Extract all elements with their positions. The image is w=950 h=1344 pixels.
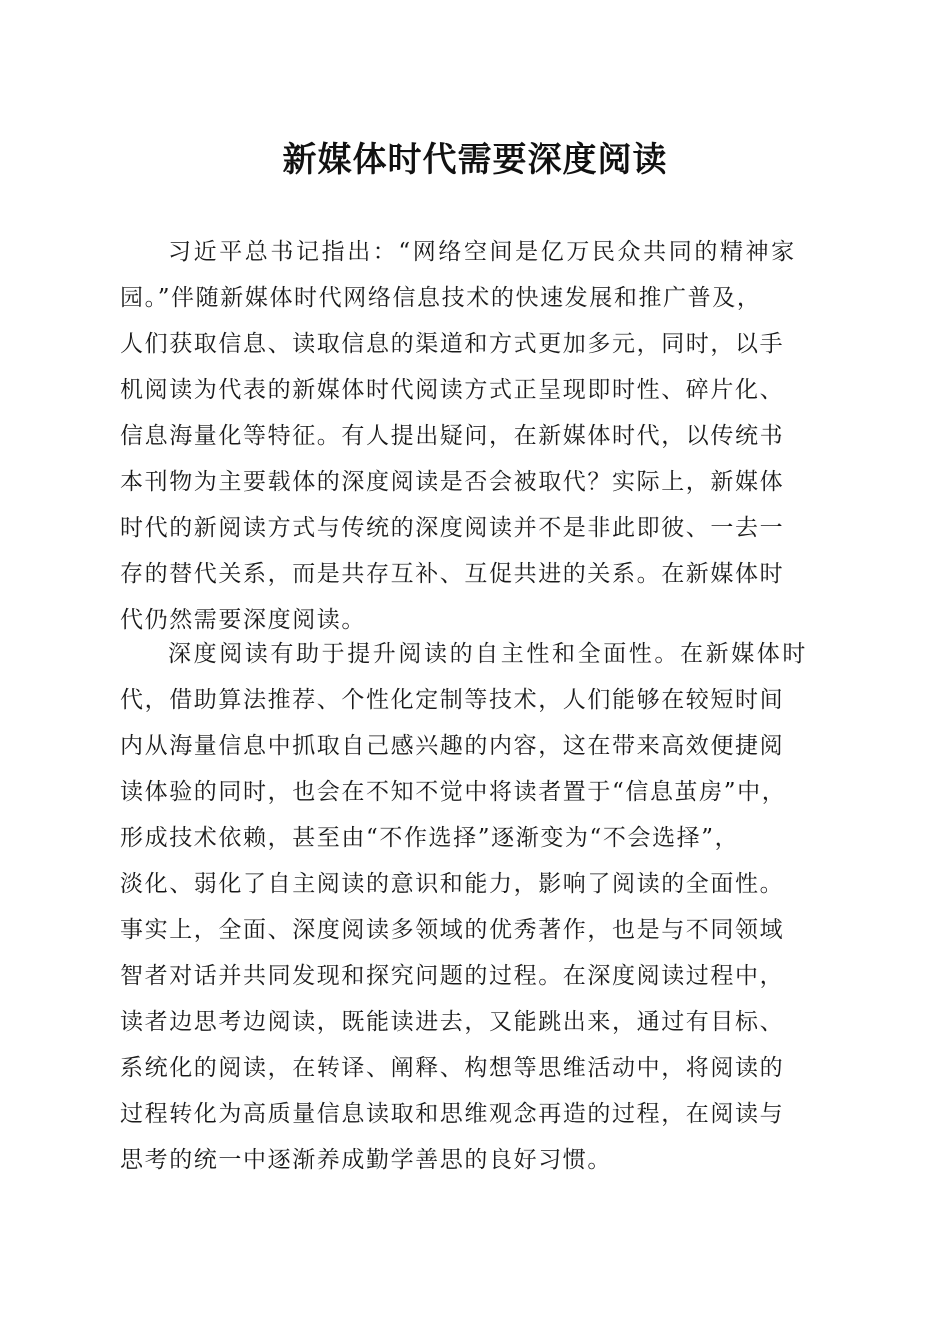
paragraph-2-line: 读者边思考边阅读，既能读进去，又能跳出来，通过有目标、 xyxy=(120,1009,785,1035)
paragraph-1-line: 时代的新阅读方式与传统的深度阅读并不是非此即彼、一去一 xyxy=(120,515,785,541)
paragraph-2-line: 淡化、弱化了自主阅读的意识和能力，影响了阅读的全面性。 xyxy=(120,871,785,897)
paragraph-2-line: 事实上，全面、深度阅读多领域的优秀著作，也是与不同领域 xyxy=(120,917,785,943)
paragraph-1-line: 机阅读为代表的新媒体时代阅读方式正呈现即时性、碎片化、 xyxy=(120,377,785,403)
paragraph-2-line: 深度阅读有助于提升阅读的自主性和全面性。在新媒体时 xyxy=(168,641,808,667)
paragraph-1-line: 存的替代关系，而是共存互补、互促共进的关系。在新媒体时 xyxy=(120,561,785,587)
paragraph-1-line: 园。”伴随新媒体时代网络信息技术的快速发展和推广普及， xyxy=(120,285,762,311)
paragraph-2-line: 系统化的阅读，在转译、阐释、构想等思维活动中，将阅读的 xyxy=(120,1055,785,1081)
paragraph-2-line: 代，借助算法推荐、个性化定制等技术，人们能够在较短时间 xyxy=(120,687,785,713)
paragraph-2-line: 内从海量信息中抓取自己感兴趣的内容，这在带来高效便捷阅 xyxy=(120,733,785,759)
paragraph-2-line: 智者对话并共同发现和探究问题的过程。在深度阅读过程中， xyxy=(120,963,785,989)
paragraph-1-line: 人们获取信息、读取信息的渠道和方式更加多元，同时，以手 xyxy=(120,331,785,357)
paragraph-1-line: 本刊物为主要载体的深度阅读是否会被取代？实际上，新媒体 xyxy=(120,469,785,495)
paragraph-1-line: 代仍然需要深度阅读。 xyxy=(120,607,366,633)
document-title: 新媒体时代需要深度阅读 xyxy=(282,140,668,180)
paragraph-1-line: 习近平总书记指出：“网络空间是亿万民众共同的精神家 xyxy=(168,239,797,265)
paragraph-2-line: 读体验的同时，也会在不知不觉中将读者置于“信息茧房”中， xyxy=(120,779,787,805)
paragraph-1-line: 信息海量化等特征。有人提出疑问，在新媒体时代，以传统书 xyxy=(120,423,785,449)
paragraph-2-line: 思考的统一中逐渐养成勤学善思的良好习惯。 xyxy=(120,1147,612,1173)
paragraph-2-line: 过程转化为高质量信息读取和思维观念再造的过程，在阅读与 xyxy=(120,1101,785,1127)
paragraph-2-line: 形成技术依赖，甚至由“不作选择”逐渐变为“不会选择”， xyxy=(120,825,740,851)
